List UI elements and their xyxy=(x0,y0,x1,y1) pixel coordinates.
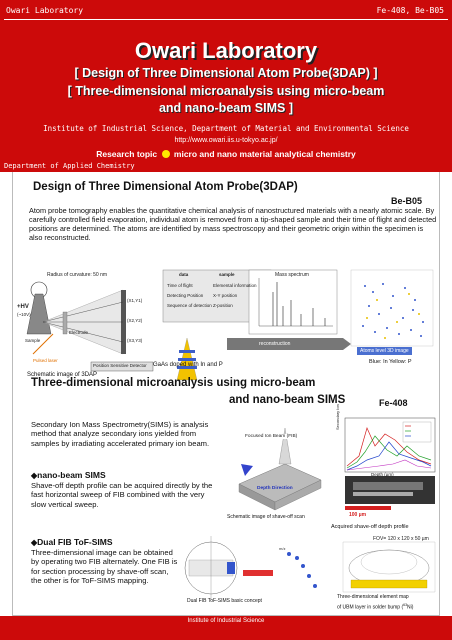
row2-b: X-Y position xyxy=(213,293,238,298)
sample-label: Sample xyxy=(25,338,41,343)
topic-prefix: Research topic xyxy=(96,149,158,159)
subtitle-3dap: [ Design of Three Dimensional Atom Probe(3DAP) ] xyxy=(74,66,378,80)
dual-fib-caption: Dual FIB ToF-SIMS basic concept xyxy=(187,598,262,604)
atom-legend: Blue: In Yellow: P xyxy=(369,359,412,365)
depth-arrow xyxy=(241,464,253,476)
lab-url[interactable]: http://www.owari.iis.u-tokyo.ac.jp/ xyxy=(174,137,278,144)
depth-direction-label: Depth Direction xyxy=(257,486,293,491)
fov-label: FOV= 120 x 120 x 50 µm xyxy=(373,536,429,542)
topic-text: micro and nano material analytical chemistry xyxy=(173,149,356,159)
reconstruction-label: reconstruction xyxy=(259,341,291,347)
section2-title-line1: Three-dimensional microanalysis using micro-beam xyxy=(31,377,316,389)
laser-beam xyxy=(33,334,53,354)
electrode xyxy=(63,312,67,334)
section1-body: Atom probe tomography enables the quantitative chemical analysis of nanostructured materials with a nearly atomic scale. By carefully controlled field evaporation, individual atom is removed from a tip-shaped sample and their time of flight and detected positions are determined. The atoms are identified by mass spectroscopy and their geometric origin within the specimen is also reconstructed. xyxy=(29,206,437,242)
section1-tag: Be-B05 xyxy=(391,196,423,206)
scale-label: 100 µm xyxy=(349,512,367,518)
atom-map-label: Atoms level 3D image xyxy=(357,347,412,355)
nano-beam-heading xyxy=(31,470,106,480)
nano-head-text: nano-beam SIMS xyxy=(37,470,106,480)
subtitle-sims-line1: [ Three-dimensional microanalysis using micro-beam xyxy=(67,84,385,98)
electrode-label: Electrode xyxy=(69,330,89,335)
row3-b: Z-position xyxy=(213,303,233,308)
section1-title: Design of Three Dimensional Atom Probe(3DAP) xyxy=(33,181,298,193)
data-col-label: data xyxy=(179,272,189,277)
y-axis-label: Secondary Ion xyxy=(335,404,340,430)
elem-caption3-text: ) xyxy=(411,604,414,611)
poster-header xyxy=(0,0,452,172)
diamond-icon: ◆ xyxy=(31,471,38,480)
top-bar xyxy=(4,2,448,20)
sample-col-label: sample xyxy=(219,272,235,277)
depth-profile-caption: Acquired shave-off depth profile xyxy=(331,524,409,530)
elem-symbol: Ni xyxy=(407,604,412,611)
xy1-label: (X1,Y1) xyxy=(127,298,143,303)
fib-label: Focused Ion Beam (FIB) xyxy=(245,434,298,439)
hv-label: +HV xyxy=(17,304,29,310)
subtitle-sims-line2: and nano-beam SIMS ] xyxy=(158,101,294,115)
shaveoff-diagram xyxy=(225,418,329,514)
poster-footer xyxy=(0,616,452,640)
row2-a: Detecting Position xyxy=(167,293,204,298)
section2-tag: Fe-408 xyxy=(379,398,408,408)
xy3-label: (X3,Y3) xyxy=(127,338,143,343)
depth-profile-plot xyxy=(333,416,437,524)
x-axis-label: Depth (µm) xyxy=(371,472,394,477)
section2-title-line2: and nano-beam SIMS xyxy=(229,394,346,406)
footer-text: Institute of Industrial Science xyxy=(187,618,265,624)
scale-bar xyxy=(345,506,391,510)
department-label: Department of Applied Chemistry xyxy=(4,162,135,170)
shaveoff-caption: Schematic image of shave-off scan xyxy=(227,514,305,520)
pulse-label: Pulsed laser xyxy=(33,358,58,363)
diamond-icon: ◆ xyxy=(31,538,38,547)
svg-text:m/z: m/z xyxy=(279,546,286,551)
room-label: Fe-408, Be-B05 xyxy=(376,6,444,15)
lab-short-label: Owari Laboratory xyxy=(6,6,84,15)
nano-beam-body: Shave-off depth profile can be acquired directly by the fast horizontal sweep of FIB combined with the very slow vertical sweep. xyxy=(31,481,213,509)
institute-line: Institute of Industrial Science, Department of Material and Environmental Science xyxy=(43,124,409,133)
bullet-dot-icon xyxy=(162,150,170,158)
radius-label: Radius of curvature: 50 nm xyxy=(47,272,108,278)
psd-label: Position Sensitive Detector xyxy=(93,363,147,368)
element-map xyxy=(339,534,439,596)
schematic-caption: Schematic image of 3DAP xyxy=(27,372,98,378)
hv-sub-label: (~10V) xyxy=(17,312,31,317)
row1-b: Elemental information xyxy=(213,283,257,288)
elem-caption2-text: of UBM layer in solder bump ( xyxy=(337,604,404,611)
content-frame xyxy=(12,172,440,616)
dual-fib-diagram xyxy=(181,532,331,604)
dual-fib-heading xyxy=(31,537,113,547)
research-topic xyxy=(0,149,452,159)
dual-head-text: Dual FIB ToF-SIMS xyxy=(37,537,113,547)
mass-spectrum-label: Mass spectrum xyxy=(275,272,309,278)
plot-legend-box xyxy=(403,422,431,442)
element-map-caption1: Three-dimensional element map xyxy=(337,594,409,600)
mass-spectrum-box xyxy=(249,270,337,334)
elem-isotope: 63 xyxy=(403,603,408,607)
row1-a: Time of flight xyxy=(167,283,193,288)
dual-fib-body: Three-dimensional image can be obtained by operating two FIB alternately. One FIB is for section processing by shave-off scan, the other is for ToF-SIMS mapping. xyxy=(31,548,178,586)
main-title: Owari Laboratory xyxy=(134,38,318,63)
row3-a: Sequence of detection xyxy=(167,303,212,308)
ubm-layer xyxy=(351,580,427,588)
element-map-caption2 xyxy=(337,603,413,611)
gaas-caption: GaAs doped with In and P xyxy=(153,362,223,368)
xy2-label: (X2,Y2) xyxy=(127,318,143,323)
sims-intro: Secondary Ion Mass Spectrometry(SIMS) is analysis method that analyze secondary ions yielded from samples by irradiating accelerated primary ion beam. xyxy=(31,420,210,448)
